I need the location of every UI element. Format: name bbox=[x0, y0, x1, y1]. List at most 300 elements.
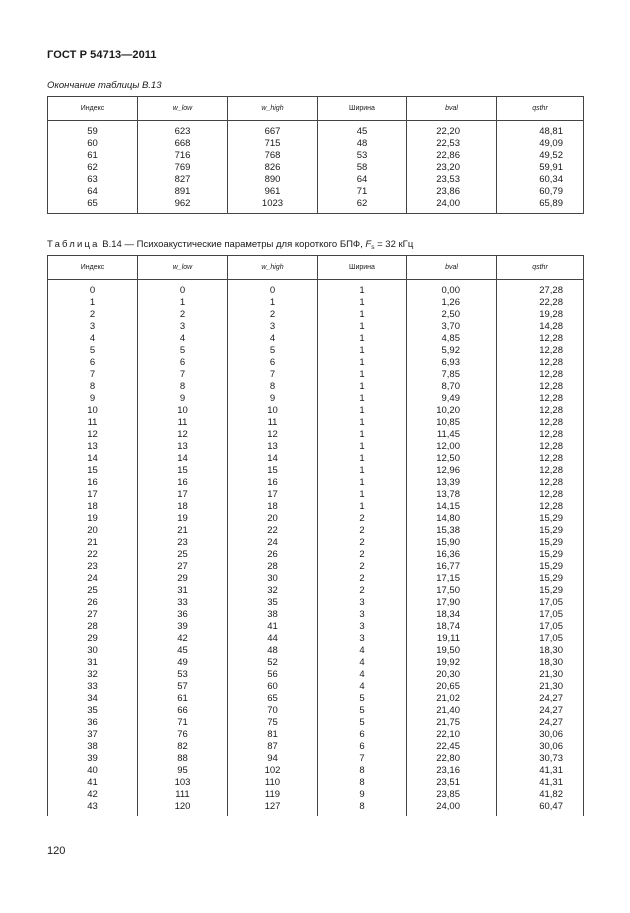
cell-qsthr: 17,05 bbox=[497, 597, 584, 609]
cell-qsthr: 59,91 bbox=[497, 162, 584, 174]
cell-w-high: 110 bbox=[228, 777, 318, 789]
cell-width: 1 bbox=[318, 477, 407, 489]
table-row bbox=[48, 198, 584, 214]
cell-width: 5 bbox=[318, 693, 407, 705]
cell-w-low: 57 bbox=[138, 681, 228, 693]
cell-index: 25 bbox=[48, 585, 138, 597]
cell-w-high: 38 bbox=[228, 609, 318, 621]
cell-width: 3 bbox=[318, 597, 407, 609]
cell-w-high: 30 bbox=[228, 573, 318, 585]
table-row bbox=[48, 657, 584, 669]
cell-bval: 21,75 bbox=[407, 717, 497, 729]
cell-index: 39 bbox=[48, 753, 138, 765]
cell-width: 64 bbox=[318, 174, 407, 186]
col-header-width: Ширина bbox=[318, 97, 407, 121]
table-row bbox=[48, 669, 584, 681]
cell-w-low: 21 bbox=[138, 525, 228, 537]
cell-w-low: 95 bbox=[138, 765, 228, 777]
cell-width: 2 bbox=[318, 585, 407, 597]
cell-index: 18 bbox=[48, 501, 138, 513]
col-header-qsthr: qsthr bbox=[497, 97, 584, 121]
cell-qsthr: 12,28 bbox=[497, 369, 584, 381]
col-header-index: Индекс bbox=[48, 97, 138, 121]
cell-w-low: 4 bbox=[138, 333, 228, 345]
cell-w-low: 7 bbox=[138, 369, 228, 381]
cell-index: 27 bbox=[48, 609, 138, 621]
cell-width: 3 bbox=[318, 633, 407, 645]
cell-w-low: 111 bbox=[138, 789, 228, 801]
cell-qsthr: 19,28 bbox=[497, 309, 584, 321]
table-row bbox=[48, 333, 584, 345]
table2-caption bbox=[47, 239, 413, 251]
cell-width: 2 bbox=[318, 513, 407, 525]
document-header: ГОСТ Р 54713—2011 bbox=[47, 49, 157, 61]
cell-w-high: 18 bbox=[228, 501, 318, 513]
cell-index: 12 bbox=[48, 429, 138, 441]
cell-qsthr: 27,28 bbox=[497, 280, 584, 298]
cell-bval: 23,51 bbox=[407, 777, 497, 789]
cell-index: 20 bbox=[48, 525, 138, 537]
table-row bbox=[48, 717, 584, 729]
cell-index: 41 bbox=[48, 777, 138, 789]
cell-w-low: 6 bbox=[138, 357, 228, 369]
caption-var: F bbox=[365, 239, 372, 250]
cell-w-low: 36 bbox=[138, 609, 228, 621]
cell-bval: 24,00 bbox=[407, 198, 497, 214]
cell-bval: 22,80 bbox=[407, 753, 497, 765]
cell-w-high: 14 bbox=[228, 453, 318, 465]
cell-qsthr: 12,28 bbox=[497, 357, 584, 369]
cell-w-high: 94 bbox=[228, 753, 318, 765]
cell-index: 65 bbox=[48, 198, 138, 214]
cell-qsthr: 24,27 bbox=[497, 693, 584, 705]
cell-index: 40 bbox=[48, 765, 138, 777]
table-row bbox=[48, 489, 584, 501]
cell-qsthr: 21,30 bbox=[497, 669, 584, 681]
cell-bval: 19,11 bbox=[407, 633, 497, 645]
cell-bval: 5,92 bbox=[407, 345, 497, 357]
cell-width: 4 bbox=[318, 681, 407, 693]
cell-qsthr: 15,29 bbox=[497, 561, 584, 573]
cell-qsthr: 14,28 bbox=[497, 321, 584, 333]
cell-w-low: 891 bbox=[138, 186, 228, 198]
cell-qsthr: 15,29 bbox=[497, 573, 584, 585]
cell-w-low: 9 bbox=[138, 393, 228, 405]
cell-qsthr: 65,89 bbox=[497, 198, 584, 214]
cell-bval: 22,20 bbox=[407, 121, 497, 139]
col-header-w-low: w_low bbox=[138, 256, 228, 280]
cell-w-low: 23 bbox=[138, 537, 228, 549]
cell-w-low: 120 bbox=[138, 801, 228, 816]
cell-qsthr: 12,28 bbox=[497, 333, 584, 345]
cell-w-high: 17 bbox=[228, 489, 318, 501]
cell-qsthr: 17,05 bbox=[497, 609, 584, 621]
cell-index: 33 bbox=[48, 681, 138, 693]
cell-w-low: 61 bbox=[138, 693, 228, 705]
table-header-row bbox=[48, 256, 584, 280]
cell-index: 21 bbox=[48, 537, 138, 549]
table-row bbox=[48, 477, 584, 489]
table-row bbox=[48, 174, 584, 186]
cell-width: 1 bbox=[318, 321, 407, 333]
table-b13-end bbox=[47, 96, 584, 214]
cell-width: 1 bbox=[318, 441, 407, 453]
table-row bbox=[48, 429, 584, 441]
cell-w-high: 65 bbox=[228, 693, 318, 705]
cell-index: 14 bbox=[48, 453, 138, 465]
table-row bbox=[48, 309, 584, 321]
cell-index: 8 bbox=[48, 381, 138, 393]
col-header-qsthr: qsthr bbox=[497, 256, 584, 280]
table1-body bbox=[48, 121, 584, 214]
cell-qsthr: 12,28 bbox=[497, 345, 584, 357]
cell-w-high: 41 bbox=[228, 621, 318, 633]
cell-bval: 13,39 bbox=[407, 477, 497, 489]
cell-index: 9 bbox=[48, 393, 138, 405]
cell-w-high: 102 bbox=[228, 765, 318, 777]
cell-width: 1 bbox=[318, 297, 407, 309]
cell-index: 64 bbox=[48, 186, 138, 198]
page-number: 120 bbox=[47, 845, 66, 857]
cell-width: 7 bbox=[318, 753, 407, 765]
table-row bbox=[48, 525, 584, 537]
cell-qsthr: 12,28 bbox=[497, 453, 584, 465]
table1-caption: Окончание таблицы В.13 bbox=[47, 80, 162, 91]
caption-prefix: Таблица bbox=[47, 239, 100, 250]
cell-w-high: 826 bbox=[228, 162, 318, 174]
cell-bval: 23,16 bbox=[407, 765, 497, 777]
cell-qsthr: 17,05 bbox=[497, 633, 584, 645]
cell-index: 19 bbox=[48, 513, 138, 525]
cell-w-low: 769 bbox=[138, 162, 228, 174]
cell-w-low: 71 bbox=[138, 717, 228, 729]
cell-qsthr: 24,27 bbox=[497, 717, 584, 729]
table2-body bbox=[48, 280, 584, 817]
cell-w-high: 0 bbox=[228, 280, 318, 298]
cell-w-low: 5 bbox=[138, 345, 228, 357]
cell-width: 2 bbox=[318, 549, 407, 561]
table-b14 bbox=[47, 255, 584, 816]
cell-bval: 14,80 bbox=[407, 513, 497, 525]
table-row bbox=[48, 705, 584, 717]
cell-qsthr: 60,34 bbox=[497, 174, 584, 186]
cell-qsthr: 24,27 bbox=[497, 705, 584, 717]
cell-w-low: 82 bbox=[138, 741, 228, 753]
table-row bbox=[48, 393, 584, 405]
cell-qsthr: 12,28 bbox=[497, 429, 584, 441]
cell-qsthr: 18,30 bbox=[497, 657, 584, 669]
cell-width: 8 bbox=[318, 801, 407, 816]
cell-w-high: 15 bbox=[228, 465, 318, 477]
cell-bval: 19,92 bbox=[407, 657, 497, 669]
cell-w-high: 4 bbox=[228, 333, 318, 345]
cell-width: 1 bbox=[318, 357, 407, 369]
table-row bbox=[48, 777, 584, 789]
cell-index: 37 bbox=[48, 729, 138, 741]
cell-width: 53 bbox=[318, 150, 407, 162]
cell-w-low: 27 bbox=[138, 561, 228, 573]
cell-w-low: 716 bbox=[138, 150, 228, 162]
cell-bval: 23,85 bbox=[407, 789, 497, 801]
caption-number: В.14 bbox=[102, 239, 122, 250]
cell-bval: 6,93 bbox=[407, 357, 497, 369]
cell-width: 6 bbox=[318, 729, 407, 741]
cell-w-low: 668 bbox=[138, 138, 228, 150]
cell-w-low: 103 bbox=[138, 777, 228, 789]
cell-w-high: 22 bbox=[228, 525, 318, 537]
cell-w-low: 18 bbox=[138, 501, 228, 513]
table-row bbox=[48, 150, 584, 162]
cell-bval: 20,65 bbox=[407, 681, 497, 693]
cell-w-high: 60 bbox=[228, 681, 318, 693]
cell-w-low: 1 bbox=[138, 297, 228, 309]
cell-w-high: 20 bbox=[228, 513, 318, 525]
cell-bval: 12,50 bbox=[407, 453, 497, 465]
cell-bval: 21,40 bbox=[407, 705, 497, 717]
cell-w-low: 33 bbox=[138, 597, 228, 609]
cell-width: 2 bbox=[318, 573, 407, 585]
cell-bval: 18,34 bbox=[407, 609, 497, 621]
cell-bval: 19,50 bbox=[407, 645, 497, 657]
cell-w-low: 13 bbox=[138, 441, 228, 453]
cell-bval: 23,53 bbox=[407, 174, 497, 186]
cell-w-high: 667 bbox=[228, 121, 318, 139]
cell-qsthr: 41,31 bbox=[497, 777, 584, 789]
cell-width: 1 bbox=[318, 280, 407, 298]
cell-w-high: 961 bbox=[228, 186, 318, 198]
table-row bbox=[48, 513, 584, 525]
table-row bbox=[48, 561, 584, 573]
cell-width: 1 bbox=[318, 501, 407, 513]
cell-qsthr: 41,82 bbox=[497, 789, 584, 801]
cell-qsthr: 18,30 bbox=[497, 645, 584, 657]
cell-qsthr: 12,28 bbox=[497, 441, 584, 453]
cell-width: 6 bbox=[318, 741, 407, 753]
table-row bbox=[48, 789, 584, 801]
cell-qsthr: 22,28 bbox=[497, 297, 584, 309]
cell-index: 0 bbox=[48, 280, 138, 298]
cell-bval: 14,15 bbox=[407, 501, 497, 513]
cell-index: 59 bbox=[48, 121, 138, 139]
cell-w-low: 15 bbox=[138, 465, 228, 477]
cell-width: 5 bbox=[318, 717, 407, 729]
cell-index: 22 bbox=[48, 549, 138, 561]
cell-w-low: 45 bbox=[138, 645, 228, 657]
cell-width: 1 bbox=[318, 489, 407, 501]
cell-index: 36 bbox=[48, 717, 138, 729]
col-header-w-high: w_high bbox=[228, 256, 318, 280]
table-row bbox=[48, 573, 584, 585]
cell-width: 4 bbox=[318, 669, 407, 681]
cell-bval: 2,50 bbox=[407, 309, 497, 321]
cell-w-high: 75 bbox=[228, 717, 318, 729]
cell-index: 2 bbox=[48, 309, 138, 321]
cell-w-high: 70 bbox=[228, 705, 318, 717]
cell-bval: 17,50 bbox=[407, 585, 497, 597]
cell-bval: 11,45 bbox=[407, 429, 497, 441]
cell-bval: 10,20 bbox=[407, 405, 497, 417]
cell-width: 1 bbox=[318, 429, 407, 441]
table-row bbox=[48, 801, 584, 816]
cell-width: 1 bbox=[318, 453, 407, 465]
cell-qsthr: 12,28 bbox=[497, 393, 584, 405]
cell-qsthr: 12,28 bbox=[497, 465, 584, 477]
cell-qsthr: 49,09 bbox=[497, 138, 584, 150]
cell-qsthr: 15,29 bbox=[497, 513, 584, 525]
cell-width: 1 bbox=[318, 369, 407, 381]
table-row bbox=[48, 381, 584, 393]
cell-index: 31 bbox=[48, 657, 138, 669]
cell-w-low: 49 bbox=[138, 657, 228, 669]
cell-bval: 24,00 bbox=[407, 801, 497, 816]
cell-w-high: 35 bbox=[228, 597, 318, 609]
cell-index: 61 bbox=[48, 150, 138, 162]
cell-w-high: 3 bbox=[228, 321, 318, 333]
cell-w-high: 44 bbox=[228, 633, 318, 645]
cell-index: 26 bbox=[48, 597, 138, 609]
table-row bbox=[48, 693, 584, 705]
cell-width: 58 bbox=[318, 162, 407, 174]
cell-width: 1 bbox=[318, 381, 407, 393]
cell-width: 1 bbox=[318, 333, 407, 345]
cell-w-high: 26 bbox=[228, 549, 318, 561]
cell-index: 23 bbox=[48, 561, 138, 573]
cell-qsthr: 15,29 bbox=[497, 549, 584, 561]
cell-bval: 15,90 bbox=[407, 537, 497, 549]
table-header-row bbox=[48, 97, 584, 121]
cell-bval: 13,78 bbox=[407, 489, 497, 501]
cell-w-high: 11 bbox=[228, 417, 318, 429]
cell-w-high: 56 bbox=[228, 669, 318, 681]
cell-width: 1 bbox=[318, 465, 407, 477]
col-header-bval: bval bbox=[407, 97, 497, 121]
cell-bval: 22,45 bbox=[407, 741, 497, 753]
cell-w-high: 12 bbox=[228, 429, 318, 441]
cell-w-low: 76 bbox=[138, 729, 228, 741]
col-header-width: Ширина bbox=[318, 256, 407, 280]
cell-w-high: 52 bbox=[228, 657, 318, 669]
cell-w-low: 39 bbox=[138, 621, 228, 633]
cell-w-low: 14 bbox=[138, 453, 228, 465]
cell-w-high: 24 bbox=[228, 537, 318, 549]
cell-width: 1 bbox=[318, 405, 407, 417]
cell-bval: 17,15 bbox=[407, 573, 497, 585]
cell-width: 48 bbox=[318, 138, 407, 150]
cell-bval: 9,49 bbox=[407, 393, 497, 405]
cell-w-high: 8 bbox=[228, 381, 318, 393]
cell-width: 71 bbox=[318, 186, 407, 198]
cell-bval: 22,10 bbox=[407, 729, 497, 741]
cell-qsthr: 12,28 bbox=[497, 489, 584, 501]
cell-width: 9 bbox=[318, 789, 407, 801]
cell-w-high: 48 bbox=[228, 645, 318, 657]
cell-w-high: 1023 bbox=[228, 198, 318, 214]
cell-bval: 23,86 bbox=[407, 186, 497, 198]
cell-w-low: 66 bbox=[138, 705, 228, 717]
table-row bbox=[48, 280, 584, 298]
cell-width: 1 bbox=[318, 309, 407, 321]
cell-index: 1 bbox=[48, 297, 138, 309]
table-row bbox=[48, 729, 584, 741]
cell-w-high: 715 bbox=[228, 138, 318, 150]
cell-w-low: 31 bbox=[138, 585, 228, 597]
cell-index: 60 bbox=[48, 138, 138, 150]
table-row bbox=[48, 186, 584, 198]
cell-width: 1 bbox=[318, 345, 407, 357]
caption-value: = 32 кГц bbox=[374, 239, 414, 250]
cell-bval: 4,85 bbox=[407, 333, 497, 345]
cell-index: 11 bbox=[48, 417, 138, 429]
cell-qsthr: 60,47 bbox=[497, 801, 584, 816]
cell-bval: 16,77 bbox=[407, 561, 497, 573]
cell-qsthr: 30,06 bbox=[497, 741, 584, 753]
cell-index: 3 bbox=[48, 321, 138, 333]
caption-text: — Психоакустические параметры для короткого БПФ, bbox=[121, 239, 366, 250]
cell-qsthr: 12,28 bbox=[497, 381, 584, 393]
cell-bval: 7,85 bbox=[407, 369, 497, 381]
cell-index: 34 bbox=[48, 693, 138, 705]
cell-w-high: 87 bbox=[228, 741, 318, 753]
cell-bval: 12,96 bbox=[407, 465, 497, 477]
cell-index: 10 bbox=[48, 405, 138, 417]
cell-width: 45 bbox=[318, 121, 407, 139]
cell-index: 16 bbox=[48, 477, 138, 489]
table-row bbox=[48, 357, 584, 369]
cell-qsthr: 12,28 bbox=[497, 477, 584, 489]
cell-qsthr: 17,05 bbox=[497, 621, 584, 633]
cell-w-low: 2 bbox=[138, 309, 228, 321]
cell-width: 4 bbox=[318, 657, 407, 669]
cell-width: 3 bbox=[318, 621, 407, 633]
table-row bbox=[48, 121, 584, 139]
col-header-bval: bval bbox=[407, 256, 497, 280]
cell-w-high: 768 bbox=[228, 150, 318, 162]
cell-w-high: 7 bbox=[228, 369, 318, 381]
table-row bbox=[48, 537, 584, 549]
cell-w-high: 127 bbox=[228, 801, 318, 816]
cell-bval: 18,74 bbox=[407, 621, 497, 633]
cell-w-low: 29 bbox=[138, 573, 228, 585]
table-row bbox=[48, 465, 584, 477]
cell-width: 5 bbox=[318, 705, 407, 717]
cell-w-low: 12 bbox=[138, 429, 228, 441]
cell-index: 43 bbox=[48, 801, 138, 816]
cell-w-high: 6 bbox=[228, 357, 318, 369]
cell-qsthr: 41,31 bbox=[497, 765, 584, 777]
cell-width: 3 bbox=[318, 609, 407, 621]
cell-w-low: 0 bbox=[138, 280, 228, 298]
cell-qsthr: 30,06 bbox=[497, 729, 584, 741]
table-row bbox=[48, 138, 584, 150]
cell-width: 8 bbox=[318, 765, 407, 777]
cell-index: 32 bbox=[48, 669, 138, 681]
cell-w-low: 8 bbox=[138, 381, 228, 393]
cell-width: 2 bbox=[318, 537, 407, 549]
cell-index: 35 bbox=[48, 705, 138, 717]
cell-qsthr: 49,52 bbox=[497, 150, 584, 162]
cell-qsthr: 15,29 bbox=[497, 525, 584, 537]
cell-index: 62 bbox=[48, 162, 138, 174]
cell-w-high: 5 bbox=[228, 345, 318, 357]
cell-bval: 16,36 bbox=[407, 549, 497, 561]
cell-index: 7 bbox=[48, 369, 138, 381]
cell-bval: 15,38 bbox=[407, 525, 497, 537]
cell-width: 62 bbox=[318, 198, 407, 214]
cell-w-high: 13 bbox=[228, 441, 318, 453]
table-row bbox=[48, 753, 584, 765]
table-row bbox=[48, 765, 584, 777]
cell-index: 29 bbox=[48, 633, 138, 645]
